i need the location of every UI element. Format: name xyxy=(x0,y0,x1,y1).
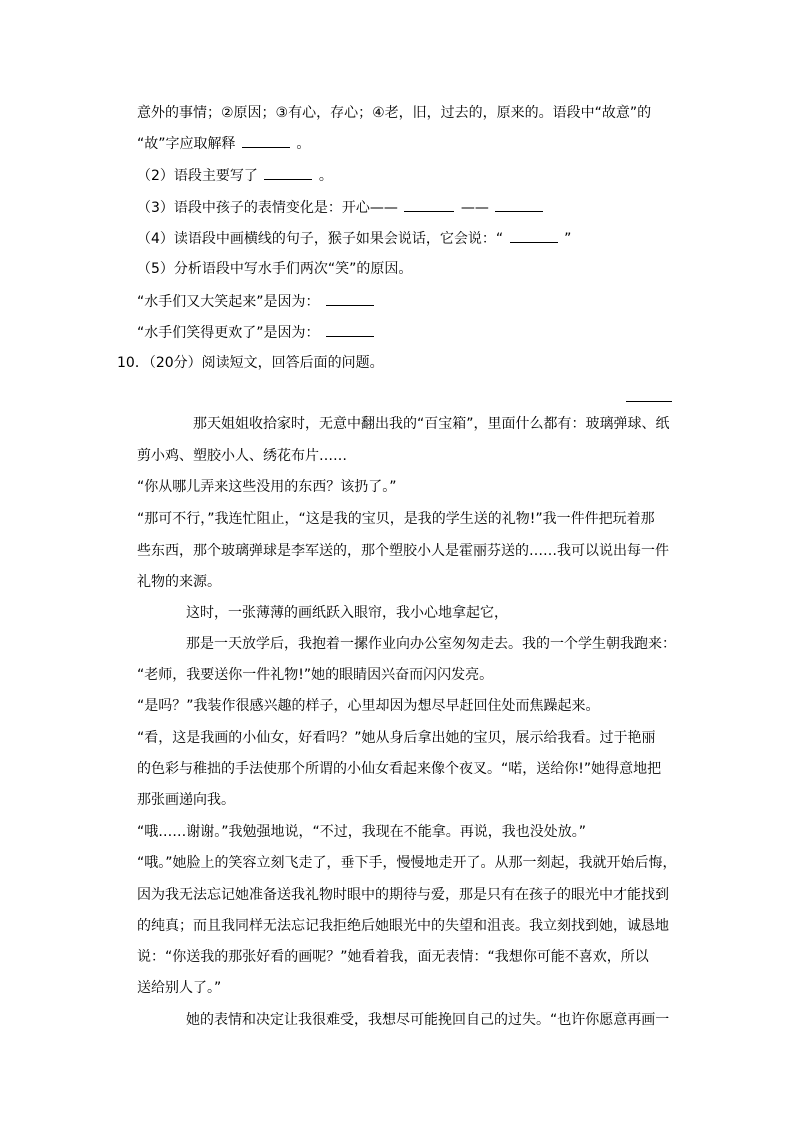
passage-line: “看，这是我画的小仙女，好看吗？”她从身后拿出她的宝贝，展示给我看。过于艳丽 xyxy=(137,730,656,746)
text-segment: （4）读语段中画横线的句子，猴子如果会说话，它会说：“ xyxy=(137,231,504,247)
passage-line: 那是一天放学后，我抱着一摞作业向办公室匆匆走去。我的一个学生朝我跑来： xyxy=(186,636,676,652)
text-segment: “故”字应取解释 xyxy=(137,136,236,152)
text-segment: “水手们笑得更欢了”是因为： xyxy=(137,325,320,341)
answer-blank[interactable] xyxy=(326,322,374,337)
passage-line: 那张画递向我。 xyxy=(137,792,235,808)
text-segment: （3）语段中孩子的表情变化是：开心—— xyxy=(137,200,398,216)
passage-line: 的色彩与稚拙的手法使那个所谓的小仙女看起来像个夜叉。“喏，送给你!”她得意地把 xyxy=(137,761,662,777)
passage-line: 说：“你送我的那张好看的画呢？”她看着我，面无表情：“我想你可能不喜欢，所以 xyxy=(137,949,649,965)
passage-line: 因为我无法忘记她准备送我礼物时眼中的期待与爱，那是只有在孩子的眼光中才能找到 xyxy=(137,887,669,903)
sub-question-2 xyxy=(137,322,376,342)
answer-blank[interactable] xyxy=(495,197,543,212)
passage-line: 那天姐姐收拾家时，无意中翻出我的“百宝箱”，里面什么都有：玻璃弹球、纸 xyxy=(193,416,670,432)
answer-blank[interactable] xyxy=(510,228,558,243)
title-blank[interactable] xyxy=(626,401,672,402)
passage-line: “老师，我要送你一件礼物!”她的眼睛因兴奋而闪闪发亮。 xyxy=(137,667,494,683)
passage-line: 的纯真；而且我同样无法忘记我拒绝后她眼光中的失望和沮丧。我立刻找到她，诚恳地 xyxy=(137,918,669,934)
passage-line: 送给别人了。” xyxy=(137,980,222,996)
passage-line: “你从哪儿弄来这些没用的东西？该扔了。” xyxy=(137,479,397,495)
question-2 xyxy=(137,165,333,185)
text-segment: “水手们又大笑起来”是因为： xyxy=(137,294,320,310)
passage-line: 这时，一张薄薄的画纸跃入眼帘，我小心地拿起它， xyxy=(186,605,508,621)
text-segment: 。 xyxy=(296,136,311,152)
passage-line: 礼物的来源。 xyxy=(137,574,221,590)
question-1-tail xyxy=(137,133,310,153)
passage-line: 些东西，那个玻璃弹球是李军送的，那个塑胶小人是霍丽芬送的……我可以说出每一件 xyxy=(137,543,669,559)
text-segment: ” xyxy=(564,231,572,247)
text-segment: —— xyxy=(460,200,489,216)
answer-blank[interactable] xyxy=(326,291,374,306)
passage-line: “是吗？”我装作很感兴趣的样子，心里却因为想尽早赶回住处而焦躁起来。 xyxy=(137,698,600,714)
passage-line: 她的表情和决定让我很难受，我想尽可能挽回自己的过失。“也许你愿意再画一 xyxy=(186,1012,670,1028)
question-3 xyxy=(137,197,545,217)
answer-blank[interactable] xyxy=(404,197,454,212)
text-line: 意外的事情；②原因；③有心，存心；④老，旧，过去的，原来的。语段中“故意”的 xyxy=(137,105,652,121)
passage-line: “那可不行，”我连忙阻止，“这是我的宝贝，是我的学生送的礼物!”我一件件把玩着那 xyxy=(137,511,655,527)
answer-blank[interactable] xyxy=(264,165,312,180)
passage-line: “哦……谢谢。”我勉强地说，“不过，我现在不能拿。再说，我也没处放。” xyxy=(137,824,587,840)
text-segment: （2）语段主要写了 xyxy=(137,168,258,184)
passage-line: 剪小鸡、塑胶小人、绣花布片…… xyxy=(137,448,347,464)
answer-blank[interactable] xyxy=(242,133,290,148)
question-4 xyxy=(137,228,571,248)
question-10-heading: 10．（20分）阅读短文，回答后面的问题。 xyxy=(117,355,384,371)
sub-question-1 xyxy=(137,291,376,311)
passage-line: “哦。”她脸上的笑容立刻飞走了，垂下手，慢慢地走开了。从那一刻起，我就开始后悔， xyxy=(137,855,677,871)
question-5: （5）分析语段中写水手们两次“笑”的原因。 xyxy=(137,261,413,277)
text-segment: 。 xyxy=(318,168,333,184)
